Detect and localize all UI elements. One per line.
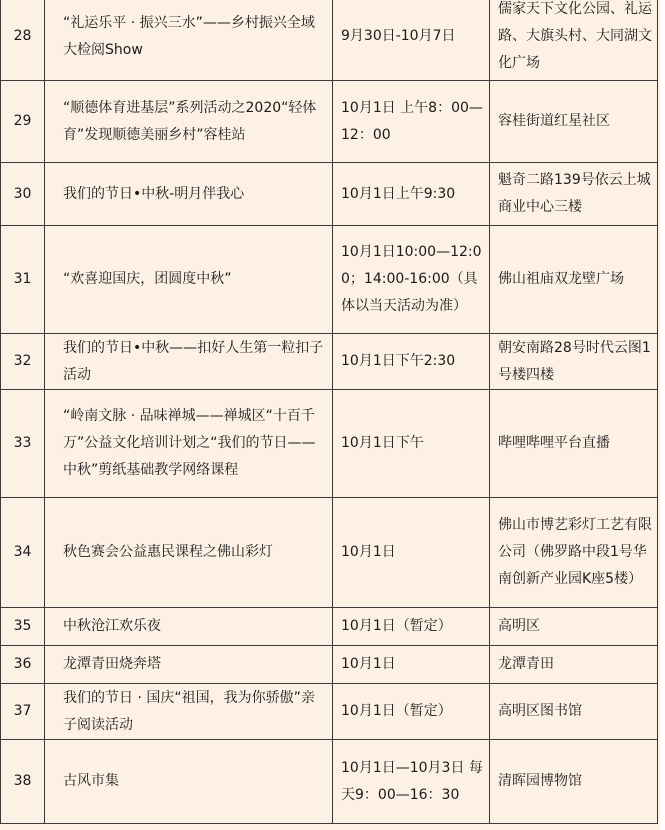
event-place: 佛山祖庙双龙壁广场 <box>490 226 658 334</box>
row-number: 36 <box>1 646 45 684</box>
event-place: 龙潭青田 <box>490 646 658 684</box>
event-name: “顺德体育进基层”系列活动之2020“轻体育”发现顺德美丽乡村”容桂站 <box>45 81 333 163</box>
table-row <box>1 608 658 646</box>
event-place: 朝安南路28号时代云图1号楼四楼 <box>490 334 658 390</box>
event-time: 10月1日—10月3日 每天9：00—16：30 <box>333 740 490 824</box>
event-name: 古风市集 <box>45 740 333 824</box>
event-place: 清晖园博物馆 <box>490 740 658 824</box>
event-name: “礼运乐平 · 振兴三水”——乡村振兴全域大检阅Show <box>45 0 333 81</box>
page-margin <box>660 0 665 830</box>
event-place: 容桂街道红星社区 <box>490 81 658 163</box>
event-time: 10月1日下午 <box>333 390 490 498</box>
row-number: 34 <box>1 498 45 608</box>
event-place: 哔哩哔哩平台直播 <box>490 390 658 498</box>
table-row <box>1 334 658 390</box>
event-name: 中秋沧江欢乐夜 <box>45 608 333 646</box>
event-time: 10月1日10:00—12:00；14:00-16:00（具体以当天活动为准） <box>333 226 490 334</box>
event-time: 10月1日上午9:30 <box>333 163 490 226</box>
event-name: 我们的节日•中秋——扣好人生第一粒扣子活动 <box>45 334 333 390</box>
event-time: 10月1日（暂定） <box>333 608 490 646</box>
event-time: 10月1日 上午8：00—12：00 <box>333 81 490 163</box>
row-number: 31 <box>1 226 45 334</box>
event-place: 高明区 <box>490 608 658 646</box>
table-row <box>1 740 658 824</box>
event-time: 10月1日（暂定） <box>333 684 490 740</box>
row-number: 33 <box>1 390 45 498</box>
event-name: “欢喜迎国庆，团圆度中秋” <box>45 226 333 334</box>
table-row <box>1 226 658 334</box>
table-row <box>1 0 658 81</box>
table-row <box>1 390 658 498</box>
event-place: 佛山市博艺彩灯工艺有限公司（佛罗路中段1号华南创新产业园K座5楼） <box>490 498 658 608</box>
event-time: 10月1日 <box>333 646 490 684</box>
event-name: 龙潭青田烧奔塔 <box>45 646 333 684</box>
table-row <box>1 646 658 684</box>
table-row <box>1 684 658 740</box>
table-row <box>1 163 658 226</box>
row-number: 29 <box>1 81 45 163</box>
event-place: 儒家天下文化公园、礼运路、大旗头村、大同湖文化广场 <box>490 0 658 81</box>
table-row <box>1 498 658 608</box>
event-name: 秋色赛会公益惠民课程之佛山彩灯 <box>45 498 333 608</box>
row-number: 28 <box>1 0 45 81</box>
row-number: 30 <box>1 163 45 226</box>
event-time: 9月30日-10月7日 <box>333 0 490 81</box>
row-number: 37 <box>1 684 45 740</box>
event-time: 10月1日下午2:30 <box>333 334 490 390</box>
event-time: 10月1日 <box>333 498 490 608</box>
event-name: 我们的节日•中秋-明月伴我心 <box>45 163 333 226</box>
table-row <box>1 81 658 163</box>
row-number: 32 <box>1 334 45 390</box>
row-number: 35 <box>1 608 45 646</box>
event-place: 魁奇二路139号依云上城商业中心三楼 <box>490 163 658 226</box>
event-name: “岭南文脉 · 品味禅城——禅城区“十百千万”公益文化培训计划之“我们的节日——中秋”剪纸基础教学网络课程 <box>45 390 333 498</box>
event-place: 高明区图书馆 <box>490 684 658 740</box>
event-name: 我们的节日 · 国庆“祖国，我为你骄傲”亲子阅读活动 <box>45 684 333 740</box>
row-number: 38 <box>1 740 45 824</box>
